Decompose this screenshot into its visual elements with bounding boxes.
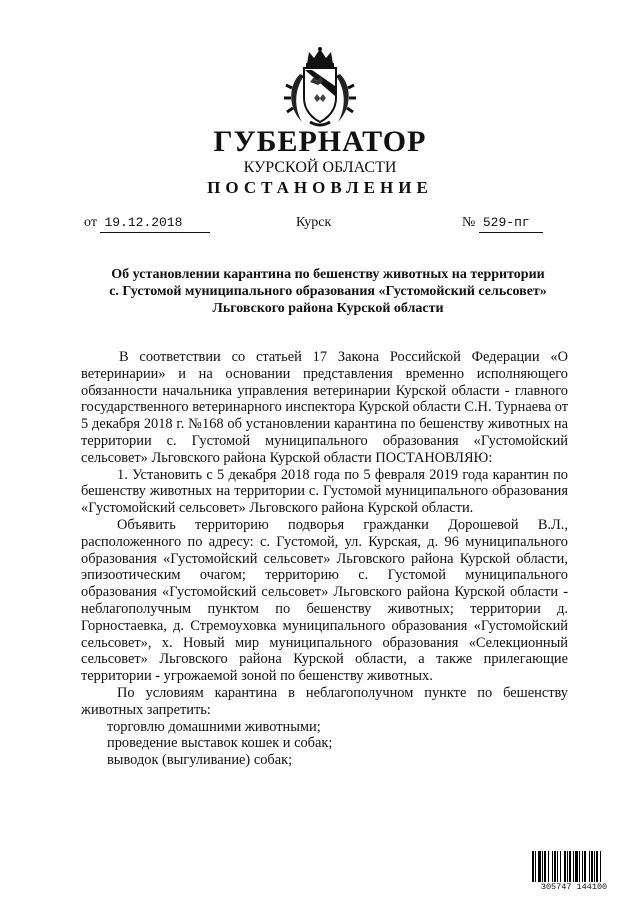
- prohibition-item: проведение выставок кошек и собак;: [107, 735, 333, 752]
- barcode-bar: [535, 851, 536, 882]
- barcode-bar: [600, 851, 601, 882]
- subject-line: Льговского района Курской области: [212, 301, 444, 316]
- header-title: ГУБЕРНАТОР: [213, 125, 427, 158]
- barcode-bars: [530, 851, 618, 882]
- meta-city: Курск: [296, 215, 332, 230]
- body-paragraph-preamble: В соответствии со статьей 17 Закона Российской Федерации «О ветеринарии» и на основании представления временно исполняющего обязанности начальника управления ветеринарии Курской области - главного государственного ветеринарного инспектора Курской области С.Н. Турнаева от 5 декабря 2018 г. №168 об установлении карантина по бешенству животных на территории с. Густомой муниципального образования «Густомойский сельсовет» Льговского района Курской области ПОСТАНОВЛЯЮ:: [81, 349, 568, 466]
- barcode-bar: [591, 851, 593, 882]
- barcode-bar: [532, 851, 534, 882]
- body-paragraph-item-1: 1. Установить с 5 декабря 2018 года по 5 февраля 2019 года карантин по бешенству животных на территории с. Густомой муниципального образования «Густомойский сельсовет» Льговского района Курской области.: [81, 466, 568, 517]
- barcode-bar: [552, 851, 553, 882]
- barcode-bar: [582, 851, 583, 882]
- barcode-bar: [584, 851, 586, 882]
- barcode-bar: [567, 851, 568, 882]
- meta-number-line: [462, 214, 543, 233]
- barcode-bar: [596, 851, 598, 882]
- barcode-bar: [542, 851, 543, 882]
- body-paragraph-declaration: Объявить территорию подворья гражданки Дорошевой В.Л., расположенного по адресу: с. Густомой, ул. Курская, д. 96 муниципального образования «Густомойский сельсовет» Льговского района Курской области, эпизоотическим очагом; территорию с. Густомой муниципального образования «Густомойский сельсовет» Льговского района Курской области - неблагополучным пунктом по бешенству животных; территории д. Горностаевка, д. Стремоуховка муниципального образования «Густомойский сельсовет», х. Новый мир муниципального образования «Селекционный сельсовет» Льговского района Курской области, а также прилегающие территории - угрожаемой зоной по бешенству животных.: [81, 516, 568, 685]
- subject-line: Об установлении карантина по бешенству животных на территории: [111, 267, 545, 282]
- document-subject: [80, 266, 576, 317]
- prohibition-item: выводок (выгуливание) собак;: [107, 752, 293, 769]
- barcode-bar: [589, 851, 590, 882]
- subject-line: с. Густомой муниципального образования «Густомойский сельсовет»: [109, 284, 547, 299]
- coat-of-arms-emblem: [280, 46, 360, 130]
- barcode-bar: [569, 851, 571, 882]
- prohibition-item: торговлю домашними животными;: [107, 718, 321, 735]
- barcode-bar: [557, 851, 558, 882]
- barcode-bar: [573, 851, 574, 882]
- barcode-bar: [548, 851, 549, 882]
- barcode-bar: [554, 851, 556, 882]
- meta-from-prefix: от: [84, 215, 97, 230]
- body-paragraph-prohibitions: По условиям карантина в неблагополучном пункте по бешенству животных запретить:: [81, 684, 568, 718]
- barcode-number: 305747 144100: [530, 882, 618, 892]
- meta-date-line: [84, 214, 210, 233]
- header-doc-type: ПОСТАНОВЛЕНИЕ: [207, 178, 433, 197]
- barcode-bar: [560, 851, 561, 882]
- barcode-bar: [594, 851, 595, 882]
- barcode-bar: [575, 851, 578, 882]
- barcode-bar: [544, 851, 546, 882]
- meta-number-prefix: №: [462, 215, 476, 230]
- meta-date: 19.12.2018: [100, 214, 210, 233]
- barcode-bar: [538, 851, 541, 882]
- barcode-bar: [579, 851, 580, 882]
- meta-number: 529-пг: [479, 214, 543, 233]
- header-subtitle: КУРСКОЙ ОБЛАСТИ: [243, 159, 397, 176]
- barcode-bar: [564, 851, 566, 882]
- document-body: [81, 349, 568, 769]
